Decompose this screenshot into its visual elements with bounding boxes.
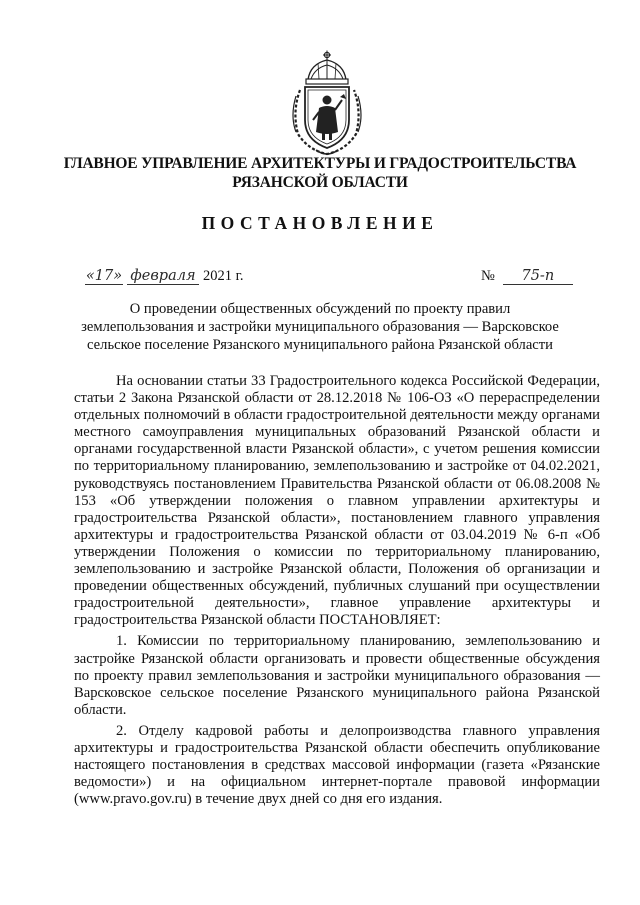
clause-1-paragraph: 1. Комиссии по территориальному планированию, землепользованию и застройке Рязанской области организовать и провести общественные обсуждения по проекту правил землепользования и застройки муниципального образования — Варсковское сельское поселение Рязанского муниципального района Рязанской области. (74, 633, 600, 718)
issuing-authority (40, 154, 600, 192)
document-type: ПОСТАНОВЛЕНИЕ (201, 213, 439, 233)
date-day: «17» (85, 268, 123, 284)
date-month: февраля (127, 268, 199, 285)
agency-line-2: РЯЗАНСКОЙ ОБЛАСТИ (232, 174, 408, 191)
number-value: 75-п (503, 268, 573, 285)
preamble-paragraph: На основании статьи 33 Градостроительного кодекса Российской Федерации, статьи 2 Закона Рязанской области от 28.12.2018 № 106-ОЗ «О перераспределении отдельных полномочий в области градостроительной деятельности между органами местного самоуправления муниципальных образований Рязанской области и органами государственной власти Рязанской области», с учетом решения комиссии по территориальному планированию, землепользованию и застройке от 04.02.2021, руководствуясь постановлением Правительства Рязанской области от 06.08.2008 № 153 «Об утверждении положения о главном управлении архитектуры и градостроительства Рязанской области», постановлением главного управления архитектуры и градостроительства Рязанской области от 03.04.2019 № 6-п «Об утверждении Положения о комиссии по территориальному планированию, землепользованию и застройке Рязанской области, Положения об организации и проведении общественных обсуждений, публичных слушаний при осуществлении градостроительной деятельности», главное управление архитектуры и градостроительства Рязанской области ПОСТАНОВЛЯЕТ: (74, 373, 600, 629)
document-date (85, 268, 244, 285)
number-label: № (481, 268, 495, 284)
document-body (74, 373, 600, 812)
agency-line-1: ГЛАВНОЕ УПРАВЛЕНИЕ АРХИТЕКТУРЫ И ГРАДОСТРОИТЕЛЬСТВА (63, 155, 577, 172)
ryazan-coat-of-arms-icon (288, 50, 366, 158)
document-number (481, 268, 573, 285)
title-line-1: О проведении общественных обсуждений по проекту правил (129, 301, 511, 317)
title-line-2: землепользования и застройки муниципального образования — Варсковское (81, 319, 559, 335)
title-line-3: сельское поселение Рязанского муниципального района Рязанской области (87, 337, 553, 353)
document-title (70, 300, 570, 354)
date-year: 2021 г. (203, 268, 244, 284)
clause-2-paragraph: 2. Отделу кадровой работы и делопроизводства главного управления архитектуры и градостроительства Рязанской области обеспечить опубликование настоящего постановления в средствах массовой информации (газета «Рязанские ведомости») и на официальном интернет-портале правовой информации (www.pravo.gov.ru) в течение двух дней со дня его издания. (74, 722, 600, 808)
